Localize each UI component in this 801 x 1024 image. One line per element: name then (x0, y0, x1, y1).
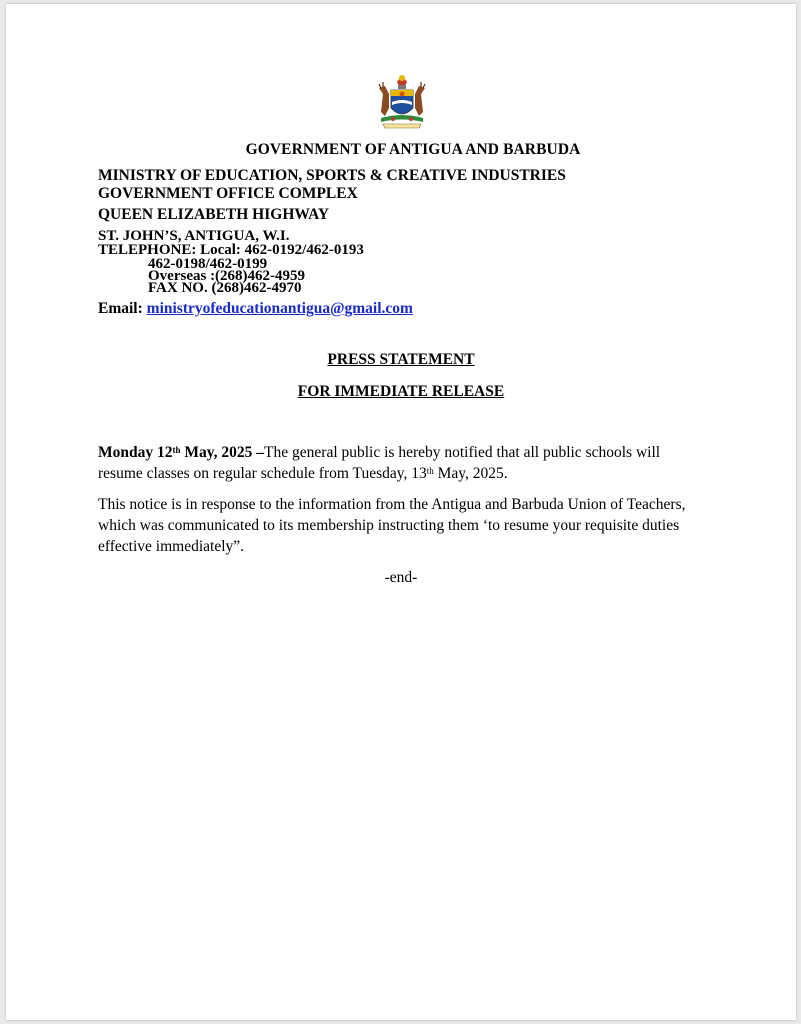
end-marker: -end- (384, 569, 418, 586)
email-label: Email: (98, 300, 143, 317)
email-link[interactable]: ministryofeducationantigua@gmail.com (146, 300, 413, 317)
email-line (98, 300, 413, 318)
coat-of-arms-icon (371, 72, 433, 130)
press-statement-heading: PRESS STATEMENT (327, 351, 475, 368)
telephone-additional: 462-0198/462-0199 (148, 256, 268, 272)
office-name: GOVERNMENT OFFICE COMPLEX (98, 185, 358, 202)
ministry-name: MINISTRY OF EDUCATION, SPORTS & CREATIVE INDUSTRIES (98, 167, 566, 184)
street-address: QUEEN ELIZABETH HIGHWAY (98, 206, 330, 223)
release-heading: FOR IMMEDIATE RELEASE (297, 383, 505, 400)
fax-number: FAX NO. (268)462-4970 (148, 280, 302, 296)
document-page (6, 4, 796, 1020)
paragraph-notice: This notice is in response to the information from the Antigua and Barbuda Union of Teachers, which was communicated to its membership instructing them ‘to resume your requisite duties effective immediately”. (98, 496, 686, 555)
telephone-overseas: Overseas :(268)462-4959 (148, 268, 306, 284)
paragraph-announcement: Monday 12th May, 2025 –The general public is hereby notified that all public schools will resume classes on regular schedule from Tuesday, 13th May, 2025. (98, 444, 661, 482)
announcement-text: The general public is hereby notified that all public schools will resume classes on regular schedule from Tuesday, 13 (98, 444, 661, 482)
city-address: ST. JOHN’S, ANTIGUA, W.I. (98, 228, 290, 244)
government-title: GOVERNMENT OF ANTIGUA AND BARBUDA (245, 141, 581, 158)
statement-date: Monday 12th May, 2025 – (98, 444, 265, 461)
telephone-local: TELEPHONE: Local: 462-0192/462-0193 (98, 242, 364, 258)
